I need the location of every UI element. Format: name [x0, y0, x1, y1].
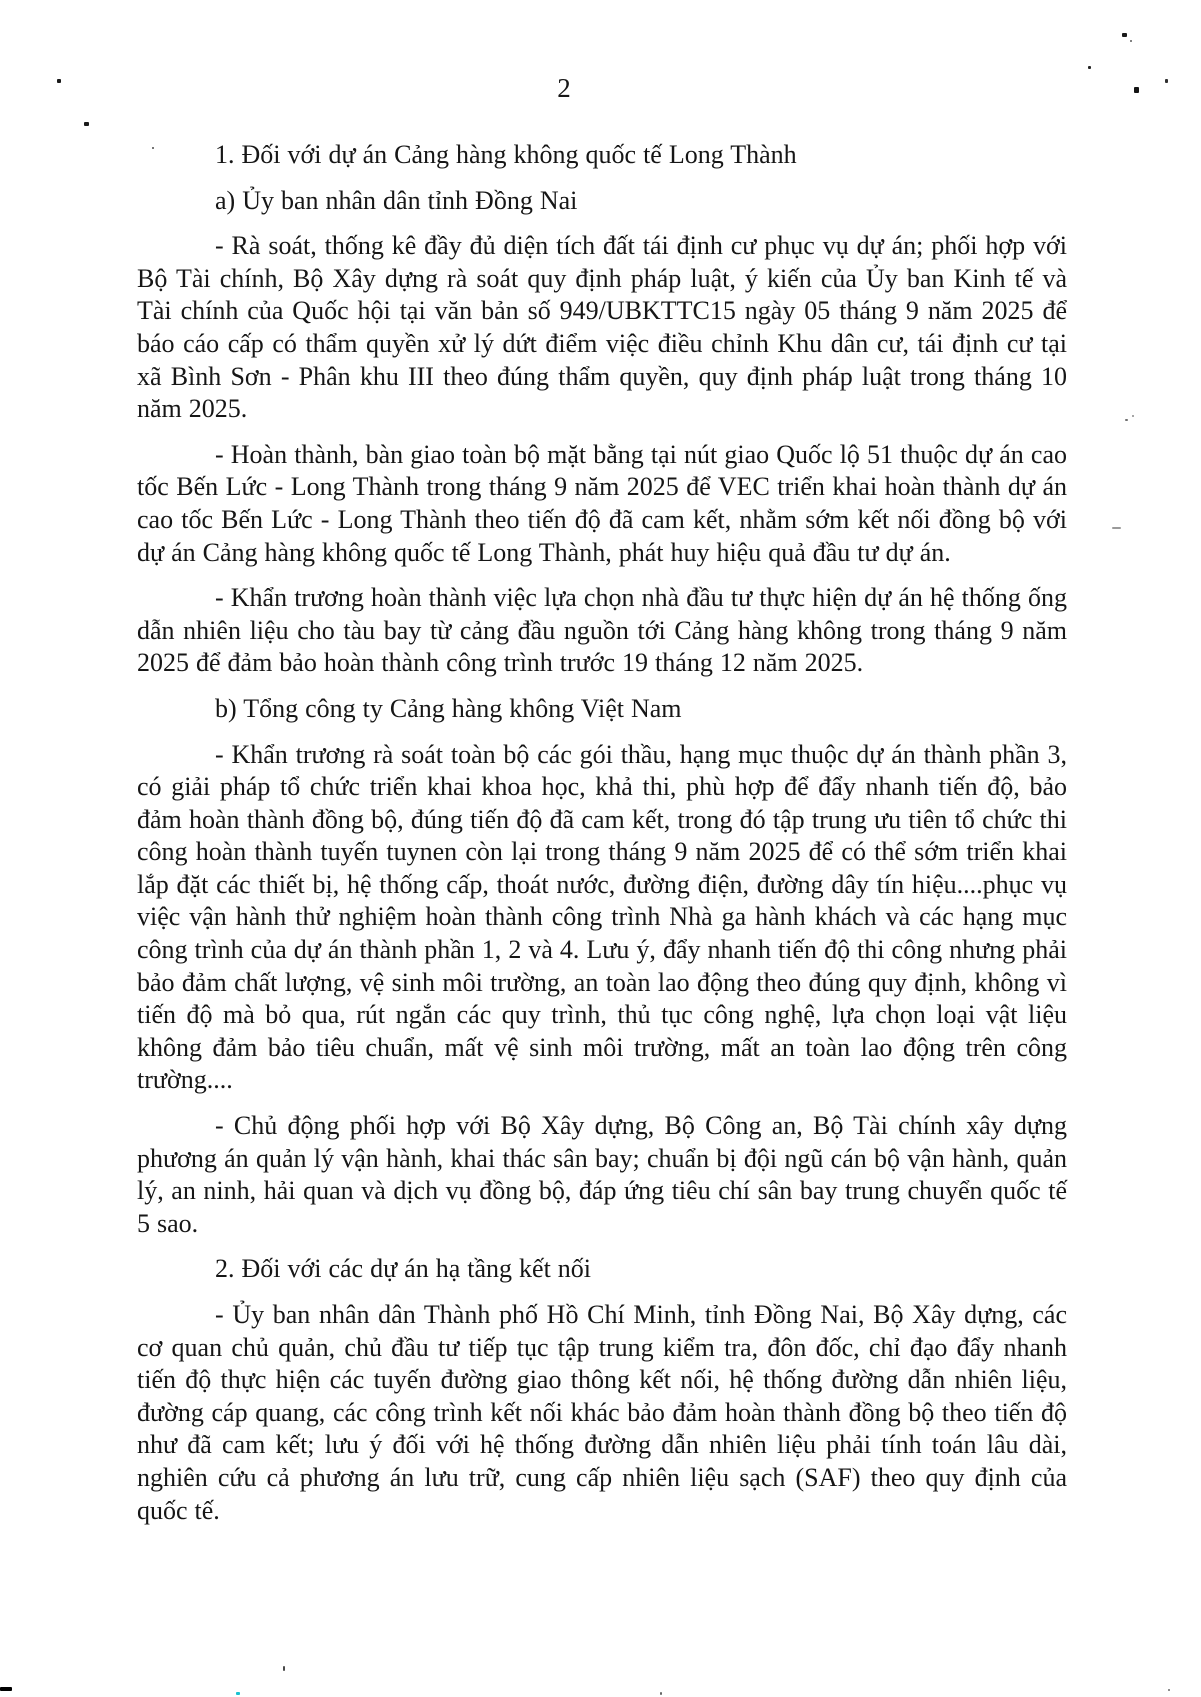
paragraph-hoan-thanh-mat-bang: - Hoàn thành, bàn giao toàn bộ mặt bằng tại nút giao Quốc lộ 51 thuộc dự án cao tốc Bến Lức - Long Thành trong tháng 9 năm 2025 để VEC triển khai hoàn thành dự án cao tốc Bến Lức - Long Thành theo tiến độ đã cam kết, nhằm sớm kết nối đồng bộ với dự án Cảng hàng không quốc tế Long Thành, phát huy hiệu quả đầu tư dự án. [137, 439, 1067, 567]
scan-speck [1112, 527, 1121, 529]
paragraph-khan-truong-nhien-lieu: - Khẩn trương hoàn thành việc lựa chọn nhà đầu tư thực hiện dự án hệ thống ống dẫn nhiên liệu cho tàu bay từ cảng đầu nguồn tới Cảng hàng không trong tháng 9 năm 2025 để đảm bảo hoàn thành công trình trước 19 tháng 12 năm 2025. [137, 583, 1067, 678]
scan-speck [660, 1692, 662, 1695]
scan-speck [1088, 66, 1091, 69]
paragraph-chu-dong-phoi-hop: - Chủ động phối hợp với Bộ Xây dựng, Bộ Công an, Bộ Tài chính xây dựng phương án quản lý vận hành, khai thác sân bay; chuẩn bị đội ngũ cán bộ vận hành, quản lý, an ninh, hải quan và dịch vụ đồng bộ, đáp ứng tiêu chí sân bay trung chuyển quốc tế 5 sao. [137, 1111, 1067, 1238]
scan-speck [236, 1692, 240, 1695]
paragraph-khan-truong-goi-thau: - Khẩn trương rà soát toàn bộ các gói thầu, hạng mục thuộc dự án thành phần 3, có giải pháp tổ chức triển khai khoa học, khả thi, phù hợp để đẩy nhanh tiến độ, bảo đảm hoàn thành đồng bộ, đúng tiến độ đã cam kết, trong đó tập trung ưu tiên tổ chức thi công hoàn thành tuyến tuynen còn lại trong tháng 9 năm 2025 để có thể sớm triển khai lắp đặt các thiết bị, hệ thống cấp, thoát nước, đường điện, đường dây tín hiệu....phục vụ việc vận hành thử nghiệm hoàn thành công trình Nhà ga hành khách và các hạng mục công trình của dự án thành phần 1, 2 và 4. Lưu ý, đẩy nhanh tiến độ thi công nhưng phải bảo đảm chất lượng, vệ sinh môi trường, an toàn lao động theo đúng quy định, không vì tiến độ mà bỏ qua, rút ngắn các quy trình, thủ tục công nghệ, lựa chọn loại vật liệu không đảm bảo tiêu chuẩn, mất vệ sinh môi trường, mất an toàn lao động trên công trường.... [137, 739, 1067, 1095]
scan-speck [57, 79, 61, 83]
scan-speck [84, 122, 89, 126]
subsection-a-heading: a) Ủy ban nhân dân tỉnh Đồng Nai [215, 185, 578, 215]
paragraph-ra-soat: - Rà soát, thống kê đầy đủ diện tích đất tái định cư phục vụ dự án; phối hợp với Bộ Tài chính, Bộ Xây dựng rà soát quy định pháp luật, ý kiến của Ủy ban Kinh tế và Tài chính của Quốc hội tại văn bản số 949/UBKTTC15 ngày 05 tháng 9 năm 2025 để báo cáo cấp có thẩm quyền xử lý dứt điểm việc điều chỉnh Khu dân cư, tái định cư tại xã Bình Sơn - Phân khu III theo đúng thẩm quyền, quy định pháp luật trong tháng 10 năm 2025. [137, 231, 1067, 424]
scan-speck [1130, 40, 1132, 42]
scan-speck [1125, 419, 1128, 421]
scan-speck [0, 1687, 12, 1691]
subsection-b-heading: b) Tổng công ty Cảng hàng không Việt Nam [215, 693, 682, 723]
scan-speck [1134, 87, 1139, 93]
section-heading-1: 1. Đối với dự án Cảng hàng không quốc tế Long Thành [215, 140, 797, 169]
scan-speck [1122, 33, 1127, 37]
page-number: 2 [557, 73, 571, 103]
paragraph-uy-ban-tphcm: - Ủy ban nhân dân Thành phố Hồ Chí Minh, tỉnh Đồng Nai, Bộ Xây dựng, các cơ quan chủ quản, chủ đầu tư tiếp tục tập trung kiểm tra, đôn đốc, chỉ đạo đẩy nhanh tiến độ thực hiện các tuyến đường giao thông kết nối, hệ thống đường dẫn nhiên liệu, đường cáp quang, các công trình kết nối khác bảo đảm hoàn thành đồng bộ theo tiến độ như đã cam kết; lưu ý đối với hệ thống đường dẫn nhiên liệu phải tính toán lâu dài, nghiên cứu cả phương án lưu trữ, cung cấp nhiên liệu sạch (SAF) theo quy định của quốc tế. [137, 1300, 1067, 1525]
scan-speck [1132, 415, 1134, 417]
scan-speck [1165, 79, 1168, 83]
scan-speck [1168, 1689, 1170, 1691]
scan-speck [283, 1666, 285, 1671]
document-body [137, 139, 1067, 1540]
section-heading-2: 2. Đối với các dự án hạ tầng kết nối [215, 1254, 592, 1284]
